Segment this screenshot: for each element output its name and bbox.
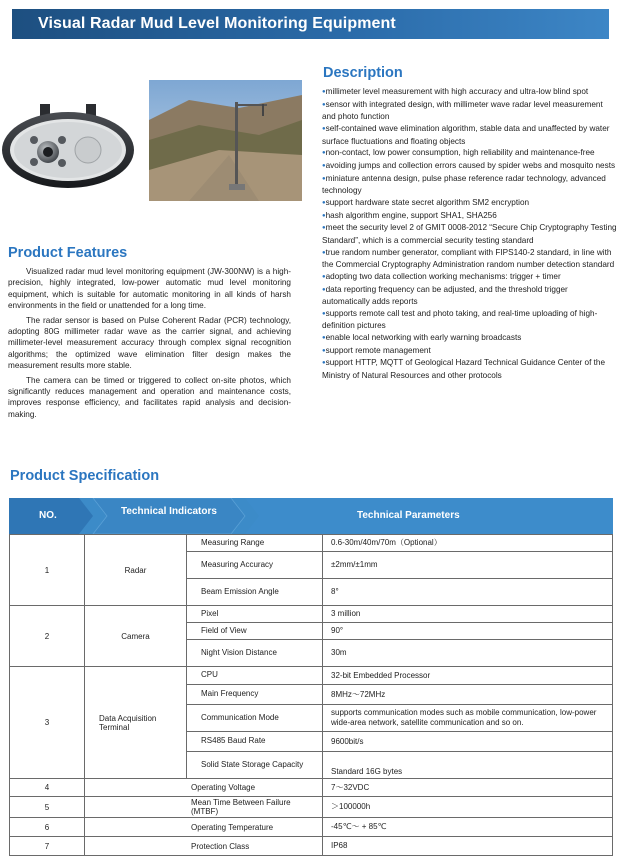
indicator-cell: Pixel: [187, 606, 323, 623]
features-heading: Product Features: [8, 245, 128, 261]
table-row: [10, 797, 613, 818]
indicator-cell: CPU: [187, 667, 323, 685]
indicator-cell: Mean Time Between Failure (MTBF): [85, 797, 323, 818]
row-number: 6: [10, 818, 85, 837]
category-cell: Data Acquisition Terminal: [85, 667, 187, 779]
title-banner: [12, 9, 609, 39]
indicator-cell: RS485 Baud Rate: [187, 732, 323, 752]
parameter-cell: 8MHz～72MHz: [323, 685, 613, 705]
list-item: ● miniature antenna design, pulse phase reference radar technology, advanced technology: [322, 173, 617, 197]
top-stripe: [0, 0, 624, 6]
list-item: ● hash algorithm engine, support SHA1, SHA256: [322, 210, 617, 223]
table-row: [10, 837, 613, 856]
parameter-cell: 3 million: [323, 606, 613, 623]
list-item: ● self-contained wave elimination algorithm, stable data and unaffected by water surface fluctuations and floating objects: [322, 123, 617, 147]
parameter-cell: 0.6-30m/40m/70m（Optional）: [323, 535, 613, 552]
features-paragraph: The camera can be timed or triggered to collect on-site photos, which significantly reduces management and operation and maintenance costs, improves response efficiency, and facilitates rapid analysis and decision-making.: [8, 375, 291, 419]
radar-device-image: [0, 100, 138, 192]
indicator-cell: Measuring Accuracy: [187, 552, 323, 579]
indicator-cell: Operating Temperature: [85, 818, 323, 837]
row-number: 4: [10, 779, 85, 797]
description-heading: Description: [323, 65, 403, 81]
indicator-cell: Operating Voltage: [85, 779, 323, 797]
list-item: ● adopting two data collection working mechanisms: trigger + timer: [322, 271, 617, 284]
col-header-parameters: Technical Parameters: [357, 510, 460, 521]
list-item: ● true random number generator, compliant with FIPS140-2 standard, in line with the Commercial Cryptography Administration random number detection standard: [322, 247, 617, 271]
list-item: ● sensor with integrated design, with millimeter wave radar level measurement and photo function: [322, 99, 617, 123]
list-item: ● millimeter level measurement with high accuracy and ultra-low blind spot: [322, 86, 617, 99]
table-row: [10, 535, 613, 552]
row-number: 3: [10, 667, 85, 779]
field-installation-photo: [149, 80, 302, 201]
parameter-cell: 90°: [323, 623, 613, 640]
parameter-cell: 9600bit/s: [323, 732, 613, 752]
indicator-cell: Communication Mode: [187, 705, 323, 732]
parameter-cell: supports communication modes such as mobile communication, low-power wide-area network, satellite communication and so on.: [323, 705, 613, 732]
indicator-cell: Measuring Range: [187, 535, 323, 552]
parameter-cell: 7～32VDC: [323, 779, 613, 797]
list-item: ● avoiding jumps and collection errors caused by spider webs and mosquito nests: [322, 160, 617, 173]
description-list: [322, 86, 617, 382]
table-row: [10, 606, 613, 623]
list-item: ● meet the security level 2 of GMIT 0008-2012 “Secure Chip Cryptography Testing Standard”, which is a commercial security testing standard: [322, 222, 617, 246]
parameter-cell: ±2mm/±1mm: [323, 552, 613, 579]
parameter-cell: 32-bit Embedded Processor: [323, 667, 613, 685]
table-row: [10, 818, 613, 837]
list-item: ● non-contact, low power consumption, high reliability and maintenance-free: [322, 147, 617, 160]
list-item: ● enable local networking with early warning broadcasts: [322, 332, 617, 345]
features-paragraph: Visualized radar mud level monitoring equipment (JW-300NW) is a high-precision, highly integrated, low-power automatic mud level monitoring equipment, which is suitable for automatic monitoring in all kinds of harsh environments in the field or unattended for a long time.: [8, 267, 291, 311]
indicator-cell: Main Frequency: [187, 685, 323, 705]
col-header-no: NO.: [39, 510, 57, 521]
header-tabs-shape: [9, 498, 613, 534]
spec-table: [9, 534, 613, 856]
row-number: 5: [10, 797, 85, 818]
parameter-cell: 8°: [323, 579, 613, 606]
page-title: Visual Radar Mud Level Monitoring Equipment: [38, 15, 396, 32]
spec-table-header: [9, 498, 613, 534]
indicator-cell: Solid State Storage Capacity: [187, 752, 323, 779]
parameter-cell: Standard 16G bytes: [323, 752, 613, 779]
parameter-cell: IP68: [323, 837, 613, 856]
indicator-cell: Field of View: [187, 623, 323, 640]
indicator-cell: Beam Emission Angle: [187, 579, 323, 606]
row-number: 7: [10, 837, 85, 856]
list-item: ● supports remote call test and photo taking, and real-time uploading of high-definition pictures: [322, 308, 617, 332]
spec-heading: Product Specification: [10, 468, 160, 484]
row-number: 2: [10, 606, 85, 667]
indicator-cell: Protection Class: [85, 837, 323, 856]
col-header-indicators: Technical Indicators: [121, 506, 217, 517]
table-row: [10, 667, 613, 685]
row-number: 1: [10, 535, 85, 606]
list-item: ● data reporting frequency can be adjusted, and the threshold trigger automatically adds reports: [322, 284, 617, 308]
indicator-cell: Night Vision Distance: [187, 640, 323, 667]
table-row: [10, 779, 613, 797]
category-cell: Radar: [85, 535, 187, 606]
category-cell: Camera: [85, 606, 187, 667]
list-item: ● support hardware state secret algorithm SM2 encryption: [322, 197, 617, 210]
features-body: [8, 266, 291, 423]
list-item: ● support remote management: [322, 345, 617, 358]
list-item: ● support HTTP, MQTT of Geological Hazard Technical Guidance Center of the Ministry of Natural Resources and other protocols: [322, 357, 617, 381]
parameter-cell: 30m: [323, 640, 613, 667]
features-paragraph: The radar sensor is based on Pulse Coherent Radar (PCR) technology, adopting 80G millimeter radar wave as the carrier signal, and achieving millimeter-level measurement accuracy through complex signal recognition algorithms; the optimized wave elimination filter design makes the measurement results more stable.: [8, 315, 291, 371]
parameter-cell: ＞100000h: [323, 797, 613, 818]
parameter-cell: -45℃～ + 85℃: [323, 818, 613, 837]
